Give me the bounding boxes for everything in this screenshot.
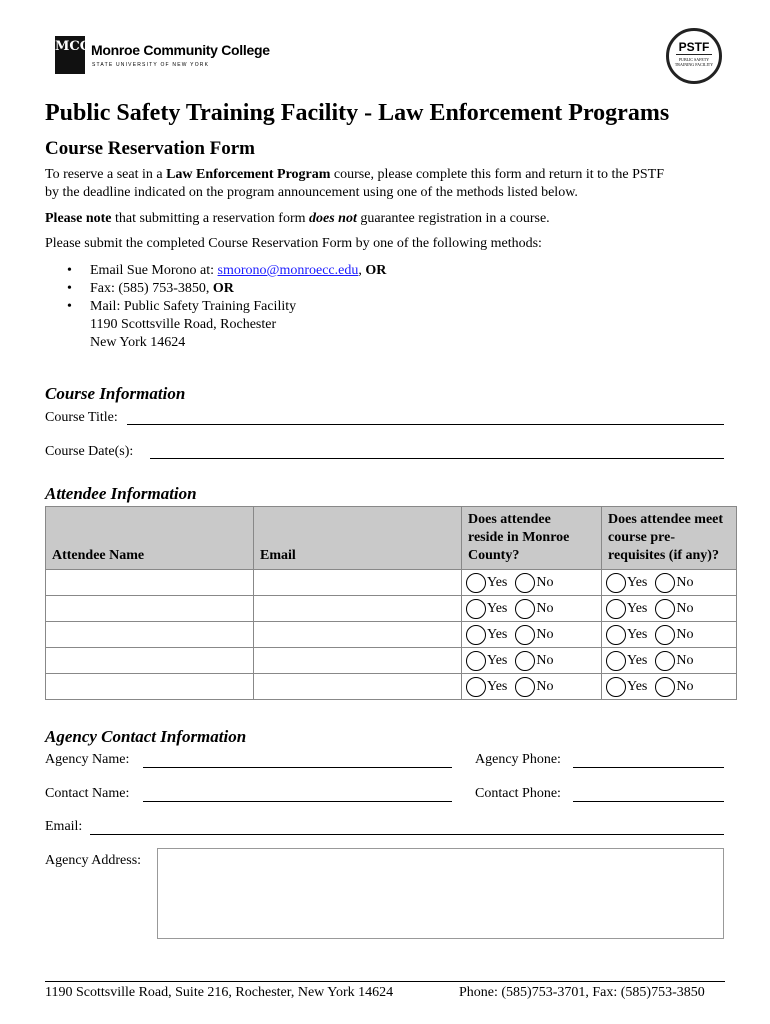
attendee-name-cell[interactable] bbox=[46, 648, 254, 674]
col-prereq-line1: Does attendee meet bbox=[608, 512, 724, 527]
col-reside-monroe bbox=[462, 507, 602, 570]
reside-cell bbox=[462, 570, 602, 596]
prereq-yes-radio[interactable] bbox=[606, 573, 626, 593]
reside-yes-label: Yes bbox=[487, 574, 508, 590]
prereq-yes-radio[interactable] bbox=[606, 599, 626, 619]
agency-phone-field[interactable] bbox=[573, 767, 724, 768]
prereq-cell bbox=[602, 596, 737, 622]
prereq-yes-label: Yes bbox=[627, 600, 648, 616]
prereq-yes-label: Yes bbox=[627, 678, 648, 694]
agency-name-field[interactable] bbox=[143, 767, 452, 768]
method-email-sep: , bbox=[358, 263, 366, 278]
methods-list bbox=[45, 262, 386, 352]
intro-paragraph bbox=[45, 166, 664, 202]
note-text: that submitting a reservation form bbox=[111, 211, 309, 226]
course-title-field[interactable] bbox=[127, 424, 724, 425]
col-reside-line3: County? bbox=[468, 548, 520, 563]
reside-yes-label: Yes bbox=[487, 652, 508, 668]
attendee-row bbox=[46, 596, 737, 622]
seal-inner-text: PUBLIC SAFETY TRAINING FACILITY bbox=[674, 57, 714, 67]
method-or: OR bbox=[212, 281, 234, 296]
prereq-no-label: No bbox=[676, 678, 694, 694]
prereq-no-label: No bbox=[676, 574, 694, 590]
agency-name-label: Agency Name: bbox=[45, 752, 130, 767]
reside-no-label: No bbox=[536, 652, 554, 668]
attendee-table-header bbox=[46, 507, 737, 570]
form-subtitle: Course Reservation Form bbox=[45, 138, 256, 159]
method-mail bbox=[45, 298, 386, 352]
pstf-seal bbox=[666, 28, 722, 84]
email-link[interactable]: smorono@monroecc.edu bbox=[217, 263, 359, 278]
reside-cell bbox=[462, 596, 602, 622]
attendee-name-cell[interactable] bbox=[46, 570, 254, 596]
attendee-table bbox=[45, 506, 737, 700]
col-email: Email bbox=[254, 507, 462, 570]
col-attendee-name: Attendee Name bbox=[46, 507, 254, 570]
email-label: Email: bbox=[45, 819, 83, 834]
attendee-row bbox=[46, 648, 737, 674]
attendee-row bbox=[46, 674, 737, 700]
attendee-name-cell[interactable] bbox=[46, 596, 254, 622]
footer-phone: Phone: (585)753-3701, Fax: (585)753-3850 bbox=[459, 985, 705, 1000]
page-title: Public Safety Training Facility - Law Enforcement Programs bbox=[45, 100, 670, 126]
reside-cell bbox=[462, 622, 602, 648]
email-field[interactable] bbox=[90, 834, 724, 835]
reside-no-label: No bbox=[536, 600, 554, 616]
note-paragraph bbox=[45, 210, 550, 228]
note-label: Please note bbox=[45, 211, 112, 226]
intro-program: Law Enforcement Program bbox=[166, 167, 331, 182]
course-title-label: Course Title: bbox=[45, 410, 118, 425]
agency-address-label: Agency Address: bbox=[45, 853, 142, 868]
course-info-heading: Course Information bbox=[45, 384, 186, 403]
attendee-name-cell[interactable] bbox=[46, 622, 254, 648]
prereq-yes-label: Yes bbox=[627, 652, 648, 668]
course-dates-field[interactable] bbox=[150, 458, 724, 459]
method-mail-line1: Mail: Public Safety Training Facility bbox=[90, 299, 297, 314]
method-fax bbox=[45, 280, 386, 298]
method-mail-line3: New York 14624 bbox=[90, 335, 186, 350]
prereq-no-radio[interactable] bbox=[655, 677, 675, 697]
prereq-yes-radio[interactable] bbox=[606, 677, 626, 697]
prereq-yes-label: Yes bbox=[627, 574, 648, 590]
agency-address-field[interactable] bbox=[157, 848, 724, 939]
prereq-yes-radio[interactable] bbox=[606, 625, 626, 645]
agency-info-heading: Agency Contact Information bbox=[45, 727, 247, 746]
course-dates-label: Course Date(s): bbox=[45, 444, 134, 459]
attendee-email-cell[interactable] bbox=[254, 674, 462, 700]
note-text-end: guarantee registration in a course. bbox=[356, 211, 550, 226]
prereq-no-label: No bbox=[676, 626, 694, 642]
attendee-email-cell[interactable] bbox=[254, 622, 462, 648]
prereq-cell bbox=[602, 570, 737, 596]
reside-no-label: No bbox=[536, 574, 554, 590]
attendee-email-cell[interactable] bbox=[254, 570, 462, 596]
method-or: OR bbox=[365, 263, 387, 278]
reside-yes-radio[interactable] bbox=[466, 625, 486, 645]
college-logo-mark: MCC bbox=[55, 36, 85, 74]
col-prereq-line2: course pre- bbox=[608, 530, 675, 545]
prereq-no-label: No bbox=[676, 652, 694, 668]
reside-yes-radio[interactable] bbox=[466, 651, 486, 671]
college-logo bbox=[55, 36, 270, 76]
note-emphasis: does not bbox=[309, 211, 357, 226]
prereq-cell bbox=[602, 648, 737, 674]
col-prerequisites bbox=[602, 507, 737, 570]
reside-no-radio[interactable] bbox=[515, 573, 535, 593]
reside-yes-label: Yes bbox=[487, 678, 508, 694]
intro-text: To reserve a seat in a bbox=[45, 167, 167, 182]
reside-cell bbox=[462, 648, 602, 674]
prereq-cell bbox=[602, 622, 737, 648]
contact-phone-field[interactable] bbox=[573, 801, 724, 802]
intro-text-line2: by the deadline indicated on the program announcement using one of the methods listed below. bbox=[45, 185, 578, 200]
reside-no-radio[interactable] bbox=[515, 599, 535, 619]
reside-no-radio[interactable] bbox=[515, 677, 535, 697]
prereq-no-radio[interactable] bbox=[655, 625, 675, 645]
prereq-no-radio[interactable] bbox=[655, 573, 675, 593]
method-mail-line2: 1190 Scottsville Road, Rochester bbox=[90, 317, 277, 332]
seal-title: PSTF bbox=[676, 40, 713, 55]
reside-yes-radio[interactable] bbox=[466, 599, 486, 619]
attendee-name-cell[interactable] bbox=[46, 674, 254, 700]
prereq-no-radio[interactable] bbox=[655, 651, 675, 671]
reside-cell bbox=[462, 674, 602, 700]
college-subtitle: STATE UNIVERSITY OF NEW YORK bbox=[92, 62, 210, 68]
contact-name-field[interactable] bbox=[143, 801, 452, 802]
attendee-email-cell[interactable] bbox=[254, 596, 462, 622]
college-name: Monroe Community College bbox=[91, 42, 270, 58]
method-email-label: Email Sue Morono at: bbox=[90, 263, 218, 278]
reside-no-label: No bbox=[536, 626, 554, 642]
attendee-info-heading: Attendee Information bbox=[45, 484, 197, 503]
footer-divider bbox=[45, 981, 725, 982]
reside-yes-radio[interactable] bbox=[466, 573, 486, 593]
reside-no-label: No bbox=[536, 678, 554, 694]
attendee-row bbox=[46, 622, 737, 648]
prereq-yes-label: Yes bbox=[627, 626, 648, 642]
prereq-no-label: No bbox=[676, 600, 694, 616]
attendee-row bbox=[46, 570, 737, 596]
prereq-no-radio[interactable] bbox=[655, 599, 675, 619]
footer-address: 1190 Scottsville Road, Suite 216, Rochester, New York 14624 bbox=[45, 985, 394, 1000]
prereq-yes-radio[interactable] bbox=[606, 651, 626, 671]
reside-yes-label: Yes bbox=[487, 600, 508, 616]
contact-phone-label: Contact Phone: bbox=[475, 786, 561, 801]
col-prereq-line3: requisites (if any)? bbox=[608, 548, 719, 563]
methods-intro: Please submit the completed Course Reservation Form by one of the following methods: bbox=[45, 236, 542, 251]
attendee-email-cell[interactable] bbox=[254, 648, 462, 674]
reside-no-radio[interactable] bbox=[515, 651, 535, 671]
intro-text-cont: course, please complete this form and return it to the PSTF bbox=[330, 167, 665, 182]
reside-yes-radio[interactable] bbox=[466, 677, 486, 697]
agency-phone-label: Agency Phone: bbox=[475, 752, 561, 767]
reside-no-radio[interactable] bbox=[515, 625, 535, 645]
contact-name-label: Contact Name: bbox=[45, 786, 130, 801]
method-email bbox=[45, 262, 386, 280]
col-reside-line2: reside in Monroe bbox=[468, 530, 570, 545]
col-reside-line1: Does attendee bbox=[468, 512, 551, 527]
reside-yes-label: Yes bbox=[487, 626, 508, 642]
method-fax-label: Fax: (585) 753-3850, bbox=[90, 281, 213, 296]
prereq-cell bbox=[602, 674, 737, 700]
